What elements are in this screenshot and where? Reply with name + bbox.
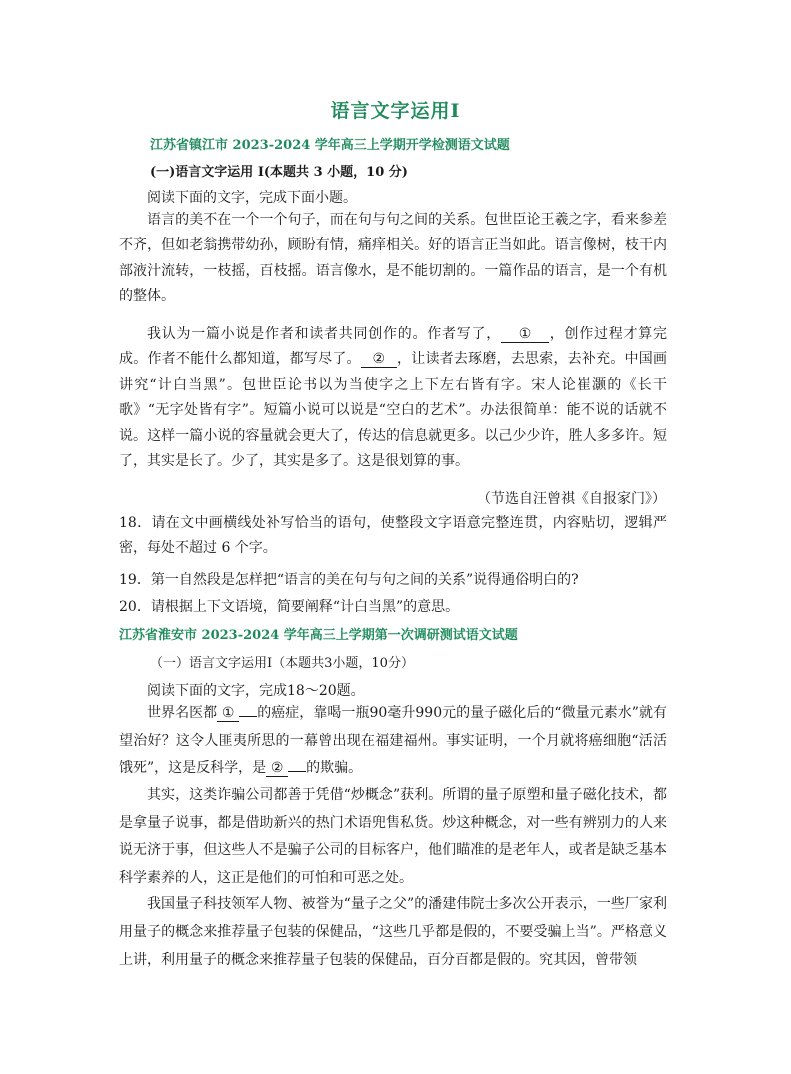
question-18: 18．请在文中画横线处补写恰当的语句，使整段文字语意完整连贯，内容贴切，逻辑严密，每处不超过 6 个字。 [119,515,667,557]
fill-blank-3: ① [217,705,239,722]
fill-blank-1: ① [501,326,549,343]
source-heading-1: 江苏省镇江市 2023-2024 学年高三上学期开学检测语文试题 [150,138,510,153]
instruction-2: 阅读下面的文字，完成18～20题。 [147,683,365,699]
page-title: 语言文字运用Ⅰ [330,100,461,122]
paragraph-1: 语言的美不在一个一个句子，而在句与句之间的关系。包世臣论王羲之字，看来参差不齐，但如老翁携带幼孙，顾盼有情，痛痒相关。好的语言正当如此。语言像树，枝干内部液汁流转，一枝摇，百枝摇。语言像水，是不能切割的。一篇作品的语言，是一个有机的整体。 [119,212,667,305]
paragraph-3-text-c: 的欺骗。 [306,760,363,776]
question-19: 19．第一自然段是怎样把“语言的美在句与句之间的关系”说得通俗明白的? [119,572,579,588]
paragraph-3-text-a: 世界名医都 [147,705,218,721]
fill-blank-3-line [239,702,257,717]
source-heading-2: 江苏省淮安市 2023-2024 学年高三上学期第一次调研测试语文试题 [119,628,518,643]
paragraph-5: 我国量子科技领军人物、被誉为“量子之父”的潘建伟院士多次公开表示，一些厂家利用量子的概念来推荐量子包装的保健品，“这些几乎都是假的，不要受骗上当”。严格意义上讲，利用量子的概念来推荐量子包装的保健品，百分百都是假的。究其因，曾带领 [119,896,667,969]
paragraph-4: 其实，这类诈骗公司都善于凭借“炒概念”获利。所谓的量子原塑和量子磁化技术，都是拿量子说事，都是借助新兴的热门术语兜售私货。炒这种概念，对一些有辨别力的人来说无济于事，但这些人不是骗子公司的目标客户，他们瞄准的是老年人，或者是缺乏基本科学素养的人，这正是他们的可怕和可恶之处。 [119,787,667,886]
question-20: 20．请根据上下文语境，简要阐释“计白当黑”的意思。 [119,599,460,615]
fill-blank-4-line [288,757,306,772]
paragraph-2-text-b: ，创作过程才算完成。作者不能什么都知道，都写尽了。 [119,326,667,368]
section-heading-1: (一)语言文字运用 I(本题共 3 小题，10 分) [150,165,408,180]
source-note: （节选自汪曾祺《自报家门》） [477,491,666,507]
section-heading-2: （一）语言文字运用Ⅰ（本题共3小题，10分） [150,656,414,671]
paragraph-3-text-b: 的癌症，靠喝一瓶90毫升990元的量子磁化后的“微量元素水”就有望治好？这令人匪夷所思的一幕曾出现在福建福州。事实证明，一个月就将癌细胞“活活饿死”，这是反科学，是 [119,705,667,776]
paragraph-3 [119,700,667,783]
instruction-1: 阅读下面的文字，完成下面小题。 [147,190,357,206]
fill-blank-2: ② [361,351,397,368]
paragraph-2-text-a: 我认为一篇小说是作者和读者共同创作的。作者写了， [147,326,501,342]
paragraph-2-text-c: ，让读者去琢磨，去思索，去补充。中国画讲究“计白当黑”。包世臣论书以为当使字之上下左右皆有字。宋人论崔灏的《长干歌》“无字处皆有字”。短篇小说可以说是“空白的艺术”。办法很简单：能不说的话就不说。这样一篇小说的容量就会更大了，传达的信息就更多。以己少少许，胜人多多许。短了，其实是长了。少了，其实是多了。这是很划算的事。 [119,351,668,470]
paragraph-2 [119,322,667,474]
fill-blank-4: ② [266,760,288,777]
